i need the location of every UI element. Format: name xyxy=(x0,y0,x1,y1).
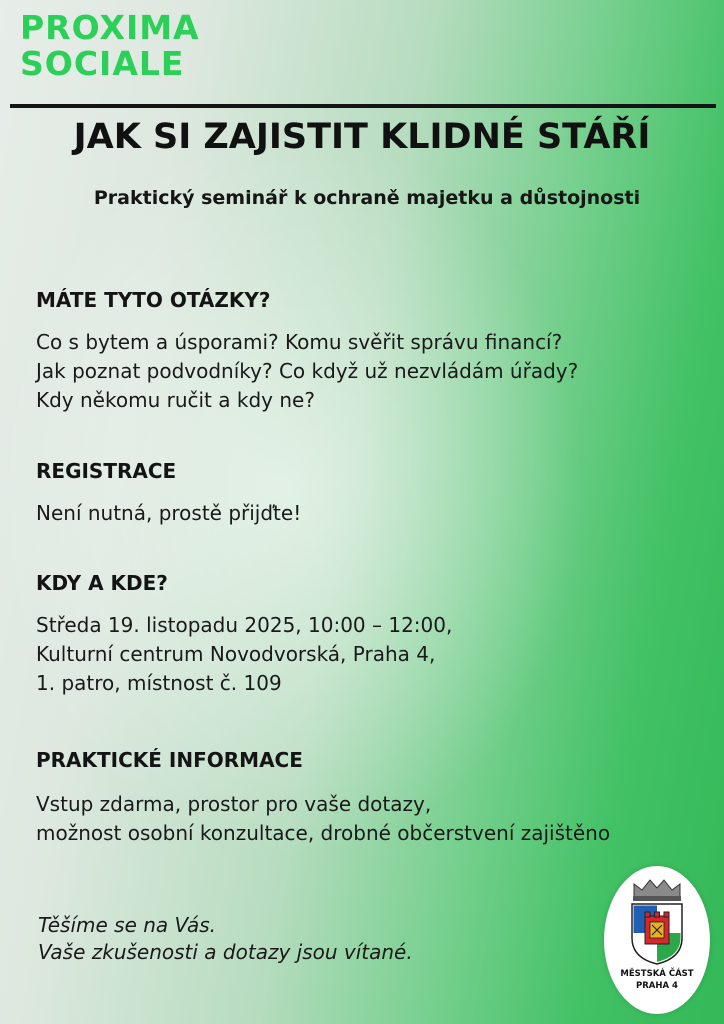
body-line: možnost osobní konzultace, drobné občerstvení zajištěno xyxy=(36,821,611,845)
page-title: JAK SI ZAJISTIT KLIDNÉ STÁŘÍ xyxy=(73,117,651,157)
logo-line-1-end: IMA xyxy=(125,8,200,47)
body-line: Středa 19. listopadu 2025, 10:00 – 12:00, xyxy=(36,613,453,637)
body-line: Co s bytem a úsporami? Komu svěřit správu financí? xyxy=(36,330,563,354)
closing-line: Vaše zkušenosti a dotazy jsou vítané. xyxy=(38,940,413,964)
logo-x-mark: X xyxy=(99,8,126,47)
section-heading: KDY A KDE? xyxy=(36,571,168,595)
proxima-sociale-logo xyxy=(20,10,200,82)
emblem-label-line-2: PRAHA 4 xyxy=(636,981,678,991)
section-heading: MÁTE TYTO OTÁZKY? xyxy=(36,288,271,312)
page-subtitle: Praktický seminář k ochraně majetku a důstojnosti xyxy=(93,187,641,209)
body-line: 1. patro, místnost č. 109 xyxy=(36,671,282,695)
section-when-where xyxy=(36,569,676,698)
section-body xyxy=(36,611,676,698)
closing-line: Těšíme se na Vás. xyxy=(38,913,216,937)
logo-line-1-start: PRO xyxy=(20,8,100,47)
section-heading: REGISTRACE xyxy=(36,459,177,483)
praha-4-coat-of-arms-icon xyxy=(624,878,690,966)
emblem-label xyxy=(604,968,710,992)
body-line: Jak poznat podvodníky? Co když už nezvládám úřady? xyxy=(36,359,579,383)
section-questions xyxy=(36,286,676,415)
body-line: Kulturní centrum Novodvorská, Praha 4, xyxy=(36,642,436,666)
section-body xyxy=(36,499,676,528)
section-registration xyxy=(36,457,676,528)
section-body xyxy=(36,328,676,415)
body-line: Vstup zdarma, prostor pro vaše dotazy, xyxy=(36,792,432,816)
section-heading: PRAKTICKÉ INFORMACE xyxy=(36,748,303,772)
section-body xyxy=(36,790,676,848)
body-line: Kdy někomu ručit a kdy ne? xyxy=(36,388,315,412)
emblem-label-line-1: MĚSTSKÁ ČÁST xyxy=(620,969,694,979)
logo-line-1 xyxy=(20,10,200,46)
header-divider xyxy=(10,104,716,108)
closing-note xyxy=(38,912,413,966)
logo-line-2: SOCIALE xyxy=(20,44,185,83)
praha-4-emblem xyxy=(604,866,710,1014)
section-practical-info xyxy=(36,746,676,848)
body-line: Není nutná, prostě přijďte! xyxy=(36,501,302,525)
